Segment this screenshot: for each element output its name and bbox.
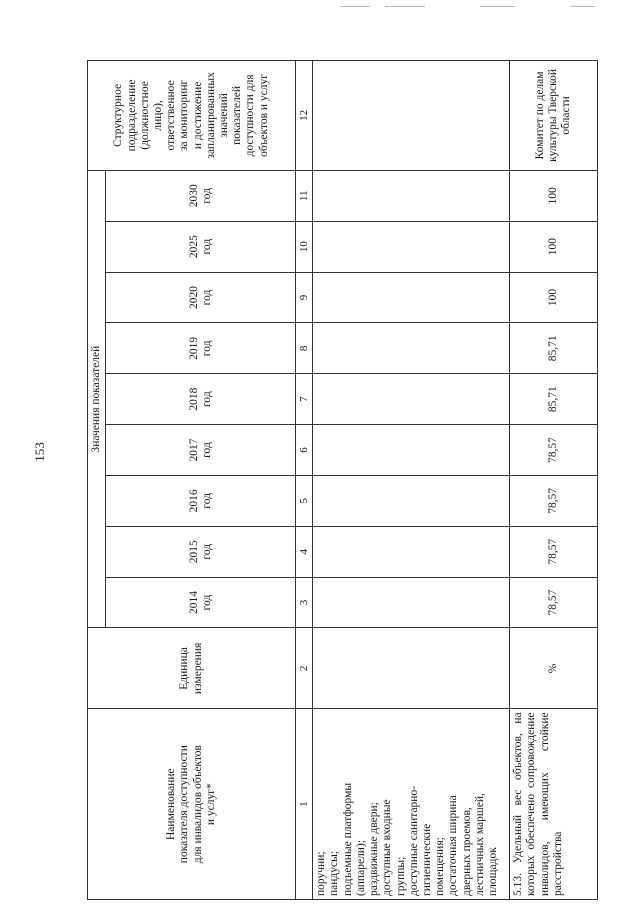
column-number: 8	[296, 323, 313, 374]
value-cell: 78,57	[510, 475, 598, 526]
indicator-name-cell: 5.13. Удельный вес объектов, на которых обеспечено сопровождение инвалидов, имеющих стойкие расстройства	[510, 709, 598, 900]
unit-cell	[313, 628, 510, 709]
rotated-table-container	[87, 60, 592, 900]
value-cell: 78,57	[510, 526, 598, 577]
header-year: 2025 год	[106, 221, 296, 272]
value-cell: 85,71	[510, 374, 598, 425]
responsible-cell: Комитет по делам культуры Тверской области	[510, 61, 598, 171]
accessibility-indicators-table	[87, 60, 598, 900]
column-number: 6	[296, 425, 313, 476]
value-cell	[313, 323, 510, 374]
column-number: 3	[296, 577, 313, 628]
value-cell	[313, 170, 510, 221]
column-numbers-row	[296, 61, 313, 900]
value-cell: 78,57	[510, 425, 598, 476]
column-number: 12	[296, 61, 313, 171]
header-year: 2030 год	[106, 170, 296, 221]
header-indicator-name: Наименование показателя доступности для инвалидов объектов и услуг*	[88, 709, 296, 900]
value-cell	[313, 272, 510, 323]
header-year: 2017 год	[106, 425, 296, 476]
page-number: 153	[32, 442, 47, 462]
column-number: 7	[296, 374, 313, 425]
table-row	[313, 61, 510, 900]
column-number: 10	[296, 221, 313, 272]
header-unit: Единица измерения	[88, 628, 296, 709]
value-cell	[313, 221, 510, 272]
header-year: 2016 год	[106, 475, 296, 526]
value-cell: 78,57	[510, 577, 598, 628]
table-row	[510, 61, 598, 900]
column-number: 9	[296, 272, 313, 323]
indicator-name-cell: поручни; пандусы; подъемные платформы (аппарели); раздвижные двери; доступные входные группы; доступные санитарно- гигиенические помещения; достаточная ширина дверных проемов, лестничных маршей, площадок	[313, 709, 510, 900]
header-values-group: Значения показателей	[88, 170, 106, 628]
responsible-cell	[313, 61, 510, 171]
header-year: 2014 год	[106, 577, 296, 628]
value-cell: 100	[510, 170, 598, 221]
header-year: 2019 год	[106, 323, 296, 374]
value-cell: 85,71	[510, 323, 598, 374]
column-number: 2	[296, 628, 313, 709]
column-number: 5	[296, 475, 313, 526]
header-year: 2015 год	[106, 526, 296, 577]
unit-cell: %	[510, 628, 598, 709]
scan-marks	[340, 6, 640, 8]
value-cell: 100	[510, 221, 598, 272]
header-year: 2020 год	[106, 272, 296, 323]
value-cell	[313, 475, 510, 526]
value-cell	[313, 577, 510, 628]
value-cell	[313, 374, 510, 425]
column-number: 11	[296, 170, 313, 221]
column-number: 4	[296, 526, 313, 577]
value-cell: 100	[510, 272, 598, 323]
column-number: 1	[296, 709, 313, 900]
header-responsible: Структурное подразделение (должностное лицо), ответственное за мониторинг и достижение запланированных значений показателей доступности для объектов и услуг	[88, 61, 296, 171]
value-cell	[313, 425, 510, 476]
header-year: 2018 год	[106, 374, 296, 425]
value-cell	[313, 526, 510, 577]
